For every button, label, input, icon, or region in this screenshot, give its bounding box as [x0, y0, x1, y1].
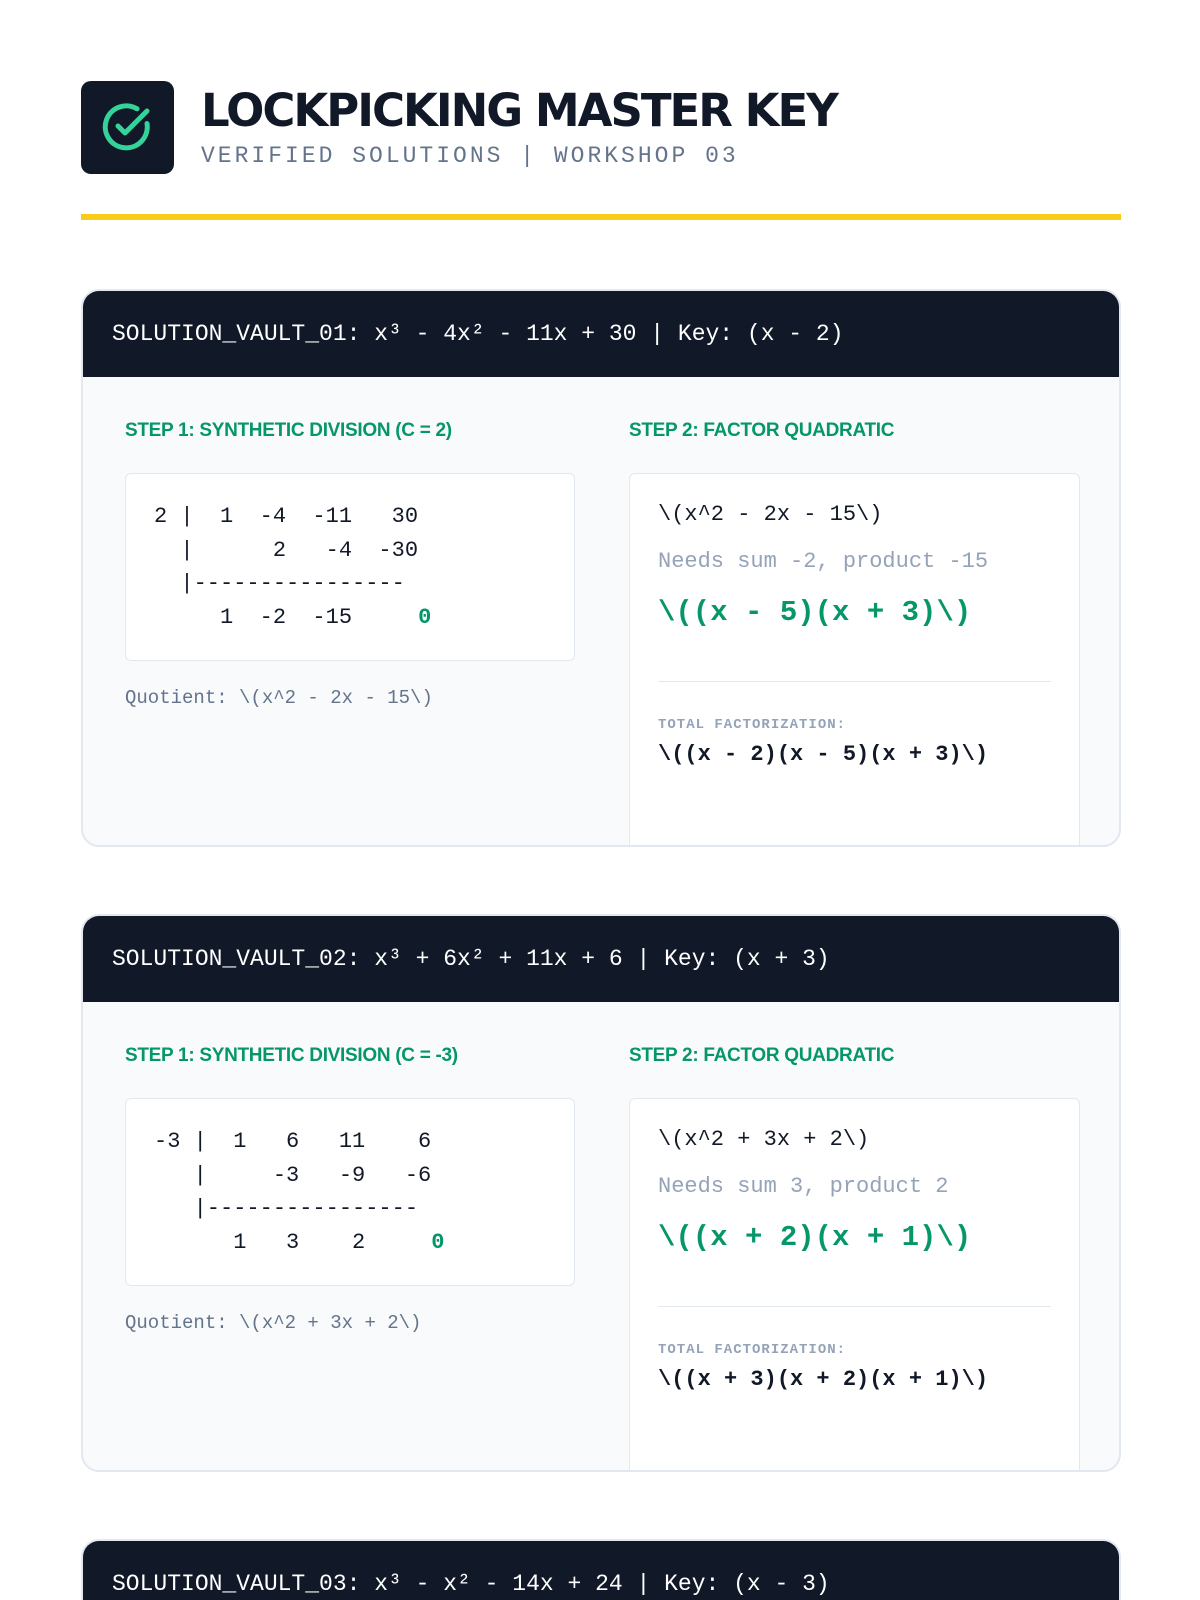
step1-label: STEP 1: SYNTHETIC DIVISION (C = -3) [125, 1045, 458, 1066]
quadratic-expression: \(x^2 - 2x - 15\) [658, 502, 883, 527]
step2-label: STEP 2: FACTOR QUADRATIC [629, 420, 895, 441]
page-subtitle: VERIFIED SOLUTIONS | WORKSHOP 03 [201, 143, 739, 169]
factored-quadratic: \((x - 5)(x + 3)\) [658, 596, 972, 629]
division-line-2: | 2 -4 -30 [154, 537, 419, 563]
page-header [81, 81, 1121, 176]
vault-heading: SOLUTION_VAULT_03: x³ - x² - 14x + 24 | Key: (x - 3) [83, 1541, 1119, 1600]
total-factorization: \((x - 2)(x - 5)(x + 3)\) [658, 742, 989, 767]
quotient-text: Quotient: \(x^2 - 2x - 15\) [125, 687, 433, 709]
quadratic-expression: \(x^2 + 3x + 2\) [658, 1127, 870, 1152]
page-title: LOCKPICKING MASTER KEY [201, 84, 837, 137]
logo-badge [81, 81, 174, 174]
total-factorization-label: TOTAL FACTORIZATION: [658, 717, 847, 733]
divider [658, 1306, 1051, 1307]
factored-quadratic: \((x + 2)(x + 1)\) [658, 1221, 972, 1254]
division-line-1: -3 | 1 6 11 6 [154, 1129, 432, 1154]
solution-vault-01 [81, 289, 1121, 847]
step2-label: STEP 2: FACTOR QUADRATIC [629, 1045, 895, 1066]
solution-vault-03 [81, 1539, 1121, 1600]
check-circle-icon [99, 99, 155, 155]
division-remainder: 0 [418, 604, 432, 630]
factor-quadratic-box [629, 473, 1080, 847]
synthetic-division-box [125, 1098, 575, 1286]
division-remainder: 0 [431, 1229, 445, 1255]
vault-heading: SOLUTION_VAULT_02: x³ + 6x² + 11x + 6 | Key: (x + 3) [83, 916, 1119, 1002]
synthetic-division-box [125, 473, 575, 661]
quotient-text: Quotient: \(x^2 + 3x + 2\) [125, 1312, 422, 1334]
division-line-3: |---------------- [154, 571, 405, 596]
factor-quadratic-box [629, 1098, 1080, 1472]
step1-label: STEP 1: SYNTHETIC DIVISION (C = 2) [125, 420, 452, 441]
total-factorization: \((x + 3)(x + 2)(x + 1)\) [658, 1367, 989, 1392]
synthetic-division-table [154, 500, 431, 634]
factor-hint: Needs sum -2, product -15 [658, 549, 989, 574]
division-line-4: 1 3 2 [154, 1229, 366, 1255]
vault-heading: SOLUTION_VAULT_01: x³ - 4x² - 11x + 30 | Key: (x - 2) [83, 291, 1119, 377]
factor-hint: Needs sum 3, product 2 [658, 1174, 949, 1199]
division-line-3: |---------------- [154, 1196, 419, 1221]
division-line-1: 2 | 1 -4 -11 30 [154, 504, 419, 529]
synthetic-division-table [154, 1125, 444, 1259]
total-factorization-label: TOTAL FACTORIZATION: [658, 1342, 847, 1358]
division-line-4: 1 -2 -15 [154, 604, 353, 630]
solution-vault-02 [81, 914, 1121, 1472]
header-divider [81, 214, 1121, 220]
divider [658, 681, 1051, 682]
division-line-2: | -3 -9 -6 [154, 1162, 432, 1188]
